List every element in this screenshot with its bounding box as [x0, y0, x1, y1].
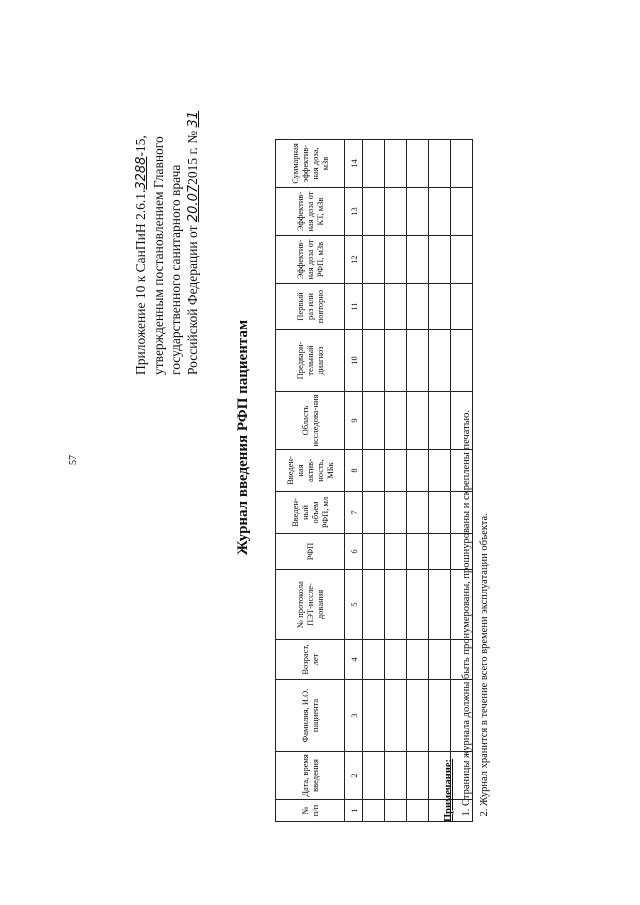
note-item: 1. Страницы журнала должны быть пронумерованы, прошнурованы и скреплены печатью.: [458, 62, 476, 806]
table-cell: [385, 140, 407, 188]
table-cell: [407, 236, 429, 284]
header-cell: Введен-ный объем РФП, мл: [276, 492, 345, 534]
table-cell: [407, 534, 429, 570]
table-cell: [385, 284, 407, 330]
table-cell: [363, 236, 385, 284]
column-number: 5: [345, 570, 363, 640]
column-number: 3: [345, 680, 363, 752]
table-cell: [407, 450, 429, 492]
header-cell: Введен-ная актив-ность, МБк: [276, 450, 345, 492]
table-cell: [385, 330, 407, 392]
header-cell: Возраст, лет: [276, 640, 345, 680]
header-cell: Область исследова-ния: [276, 392, 345, 450]
table-cell: [385, 640, 407, 680]
appendix-line-1: [132, 45, 150, 375]
table-cell: [363, 800, 385, 822]
header-cell: Дата, время введения: [276, 752, 345, 800]
table-cell: [363, 492, 385, 534]
table-cell: [407, 640, 429, 680]
rotated-document-page: [60, 5, 540, 870]
table-cell: [363, 392, 385, 450]
page-number: 57: [68, 455, 79, 465]
appendix-line-2: утвержденным постановлением Главного: [151, 136, 166, 375]
handwritten-date: 20.07: [186, 184, 201, 223]
table-row: [407, 140, 429, 822]
table-row: [385, 140, 407, 822]
header-cell: Эффектив-ная доза от РФП, мЗв: [276, 236, 345, 284]
table-cell: [363, 570, 385, 640]
note-section: [440, 62, 494, 822]
column-number-row: [345, 140, 363, 822]
column-number: 2: [345, 752, 363, 800]
column-number: 14: [345, 140, 363, 188]
appendix-text-4a: Российской Федерации от: [185, 222, 200, 375]
table-cell: [363, 680, 385, 752]
column-number: 9: [345, 392, 363, 450]
table-cell: [407, 800, 429, 822]
table-cell: [363, 188, 385, 236]
table-cell: [385, 800, 407, 822]
table-cell: [407, 680, 429, 752]
handwritten-sanpin-number: 3288: [134, 156, 149, 190]
table-cell: [363, 330, 385, 392]
table-cell: [363, 450, 385, 492]
table-cell: [385, 450, 407, 492]
table-cell: [363, 640, 385, 680]
table-cell: [385, 752, 407, 800]
header-cell: Суммарная эффектив-ная доза, мЗв: [276, 140, 345, 188]
header-cell: № п/п: [276, 800, 345, 822]
table-header-row: [276, 140, 345, 822]
appendix-header: [132, 45, 202, 375]
column-number: 13: [345, 188, 363, 236]
table-cell: [407, 570, 429, 640]
appendix-text-1-end: -15,: [133, 135, 148, 157]
header-cell: РФП: [276, 534, 345, 570]
column-number: 11: [345, 284, 363, 330]
table-cell: [407, 140, 429, 188]
column-number: 1: [345, 800, 363, 822]
column-number: 10: [345, 330, 363, 392]
note-item: 2. Журнал хранится в течение всего времени эксплуатации объекта.: [476, 62, 494, 806]
header-cell: Фамилия, И.О. пациента: [276, 680, 345, 752]
table-cell: [385, 534, 407, 570]
table-cell: [385, 188, 407, 236]
note-list: [458, 62, 494, 822]
column-number: 7: [345, 492, 363, 534]
table-cell: [407, 752, 429, 800]
table-cell: [363, 534, 385, 570]
table-cell: [407, 188, 429, 236]
table-cell: [385, 236, 407, 284]
table-cell: [407, 330, 429, 392]
table-cell: [363, 284, 385, 330]
table-cell: [385, 492, 407, 534]
table-cell: [363, 140, 385, 188]
column-number: 4: [345, 640, 363, 680]
handwritten-order-number: 31: [186, 110, 201, 128]
journal-title: Журнал введения РФП пациентам: [235, 319, 251, 556]
column-number: 8: [345, 450, 363, 492]
column-number: 12: [345, 236, 363, 284]
table-cell: [385, 680, 407, 752]
header-cell: № протокола ПЭТ-иссле-дования: [276, 570, 345, 640]
header-cell: Предвари-тельный диагноз: [276, 330, 345, 392]
header-cell: Первый раз или повторно: [276, 284, 345, 330]
table-row: [363, 140, 385, 822]
table-cell: [407, 284, 429, 330]
note-heading: Примечание:: [443, 758, 454, 822]
table-cell: [407, 392, 429, 450]
header-cell: Эффектив-ная доза от КТ, мЗв: [276, 188, 345, 236]
table-cell: [385, 570, 407, 640]
column-number: 6: [345, 534, 363, 570]
table-cell: [363, 752, 385, 800]
table-cell: [385, 392, 407, 450]
appendix-line-4: [184, 45, 202, 375]
appendix-text-4b: 2015 г. №: [185, 127, 200, 185]
appendix-text-1: Приложение 10 к СанПиН 2.6.1.: [133, 189, 148, 375]
appendix-line-3: государственного санитарного врача: [168, 164, 183, 375]
table-cell: [407, 492, 429, 534]
